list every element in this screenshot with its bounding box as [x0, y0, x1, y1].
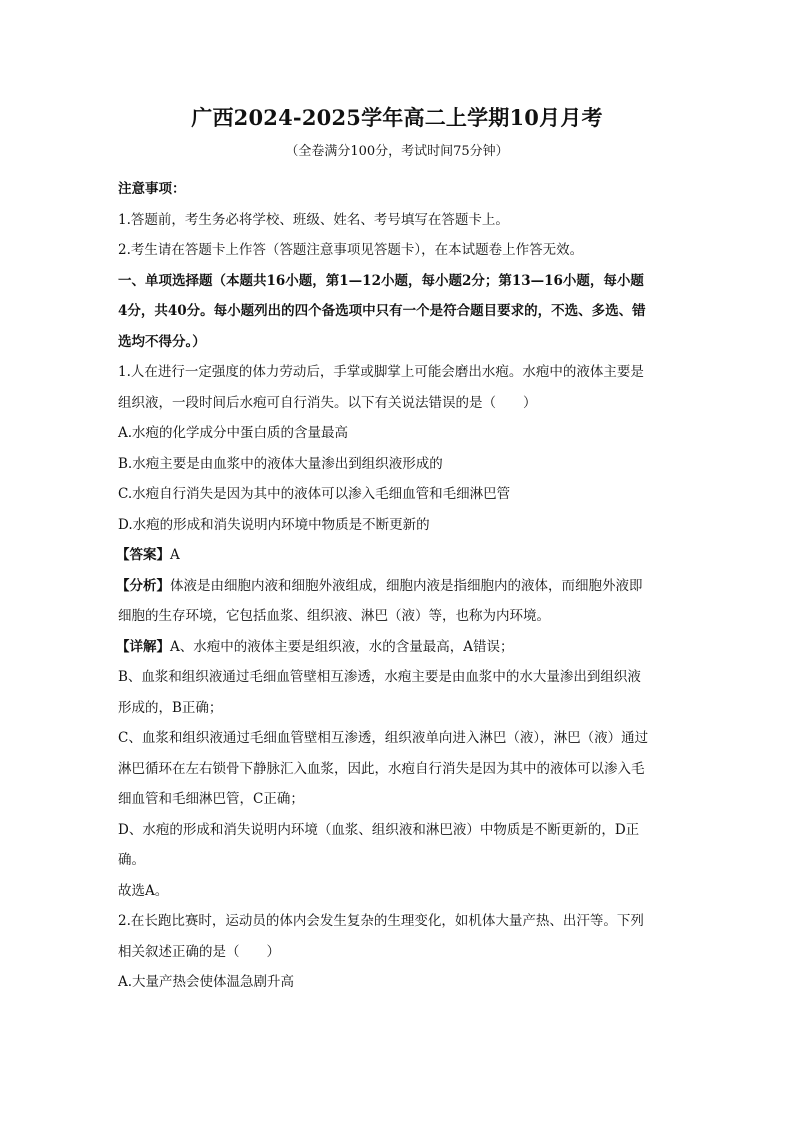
q2-option-a: A.大量产热会使体温急剧升高 — [118, 974, 295, 990]
document-title: 广西2024-2025学年高二上学期10月月考 — [191, 105, 603, 130]
q1-detail-line-5: 淋巴循环在左右锁骨下静脉汇入血浆，因此，水疱自行消失是因为其中的液体可以渗入毛 — [118, 760, 645, 777]
notice-item-1: 1.答题前，考生务必将学校、班级、姓名、考号填写在答题卡上。 — [118, 211, 509, 228]
q1-detail-line-2: B、血浆和组织液通过毛细血管壁相互渗透，水疱主要是由血浆中的水大量渗出到组织液 — [118, 669, 641, 685]
q1-detail-line-9: 故选A。 — [118, 882, 169, 899]
analysis-tag: 【分析】 — [116, 577, 170, 594]
section1-line-1: 一、单项选择题（本题共16小题，第1—12小题，每小题2分；第13—16小题，每小题 — [118, 272, 644, 289]
q1-option-a: A.水疱的化学成分中蛋白质的含量最高 — [118, 425, 349, 441]
detail-tag: 【详解】 — [116, 638, 170, 655]
q1-answer-line — [116, 540, 676, 571]
q1-option-d: D.水疱的形成和消失说明内环境中物质是不断更新的 — [118, 516, 430, 533]
answer-tag: 【答案】 — [116, 547, 170, 563]
q1-option-b: B.水疱主要是由血浆中的液体大量渗出到组织液形成的 — [118, 455, 443, 472]
q1-stem-line-2: 组织液，一段时间后水疱可自行消失。以下有关说法错误的是（ ） — [118, 394, 537, 411]
detail-text-1: A、水疱中的液体主要是组织液，水的含量最高，A错误； — [170, 638, 514, 655]
q1-analysis-line-1 — [116, 571, 676, 602]
q1-option-c: C.水疱自行消失是因为其中的液体可以渗入毛细血管和毛细淋巴管 — [118, 486, 511, 502]
q1-detail-line-4: C、血浆和组织液通过毛细血管壁相互渗透，组织液单向进入淋巴（液），淋巴（液）通过 — [118, 730, 649, 746]
q1-stem-line-1: 1.人在进行一定强度的体力劳动后，手掌或脚掌上可能会磨出水疱。水疱中的液体主要是 — [118, 364, 644, 380]
document-subtitle: （全卷满分100分，考试时间75分钟） — [285, 144, 509, 159]
q1-detail-line-8: 确。 — [118, 852, 145, 868]
q1-detail-line-7: D、水疱的形成和消失说明内环境（血浆、组织液和淋巴液）中物质是不断更新的，D正 — [118, 821, 640, 838]
q1-detail-line-6: 细血管和毛细淋巴管，C正确； — [118, 791, 304, 807]
q2-stem-line-2: 相关叙述正确的是（ ） — [118, 943, 280, 960]
q1-detail-line-1 — [116, 632, 676, 663]
q2-stem-line-1: 2.在长跑比赛时，运动员的体内会发生复杂的生理变化，如机体大量产热、出汗等。下列 — [118, 913, 644, 929]
notice-heading: 注意事项： — [118, 181, 186, 197]
answer-value: A — [170, 547, 180, 563]
q1-analysis-line-2: 细胞的生存环境，它包括血浆、组织液、淋巴（液）等，也称为内环境。 — [118, 608, 550, 624]
document-body — [118, 174, 676, 998]
section1-line-2: 4分，共40分。每小题列出的四个备选项中只有一个是符合题目要求的，不选、多选、错 — [118, 303, 646, 319]
analysis-text-1: 体液是由细胞内液和细胞外液组成，细胞内液是指细胞内的液体，而细胞外液即 — [170, 577, 643, 594]
q1-detail-line-3: 形成的，B正确； — [118, 699, 223, 716]
section1-line-3: 选均不得分。） — [118, 333, 206, 350]
notice-item-2: 2.考生请在答题卡上作答（答题注意事项见答题卡），在本试题卷上作答无效。 — [118, 242, 584, 258]
